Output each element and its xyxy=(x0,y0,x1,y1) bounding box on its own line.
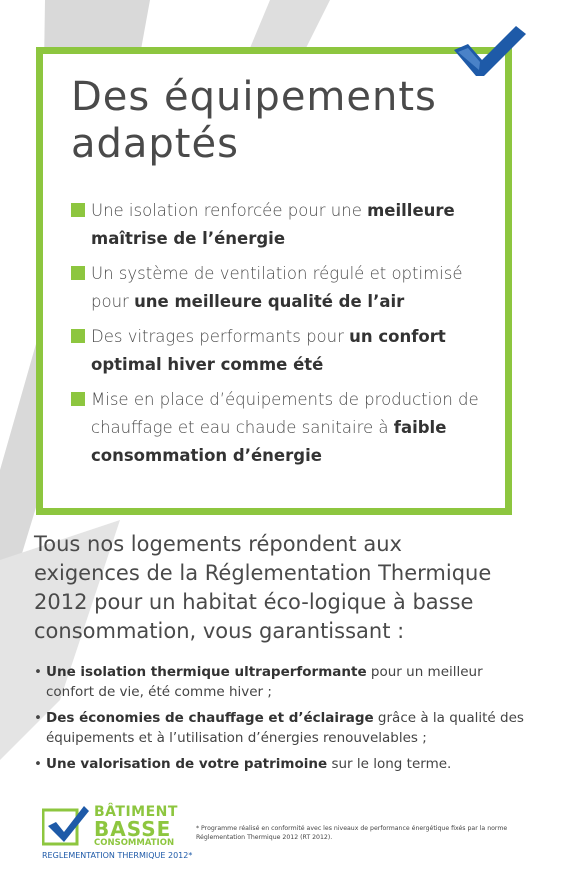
logo-line3: CONSOMMATION xyxy=(94,838,175,848)
benefits-list xyxy=(34,662,524,780)
box-title-line1: Des équipements xyxy=(71,74,437,120)
logo-line1: BÂTIMENT xyxy=(94,804,178,820)
green-square-icon xyxy=(71,392,85,406)
equipment-box xyxy=(36,47,512,515)
logo-line4: REGLEMENTATION THERMIQUE 2012* xyxy=(42,851,193,860)
feature-item xyxy=(71,197,491,253)
feature-text: Une isolation renforcée pour une meilleure maîtrise de l’énergie xyxy=(91,201,455,248)
benefit-item: • Des économies de chauffage et d’éclairage grâce à la qualité des équipements et à l’utilisation d’énergies renouvelables ; xyxy=(34,710,524,746)
feature-text: Des vitrages performants pour un confort optimal hiver comme été xyxy=(91,327,446,374)
bbc-logo xyxy=(42,804,192,862)
feature-item xyxy=(71,260,491,316)
feature-text: Un système de ventilation régulé et optimisé pour une meilleure qualité de l’air xyxy=(91,264,463,311)
green-square-icon xyxy=(71,266,85,280)
footnote: * Programme réalisé en conformité avec les niveaux de performance énergétique fixés par la norme Réglementation Thermique 2012 (RT 2012). xyxy=(196,825,508,841)
feature-text: Mise en place d’équipements de production de chauffage et eau chaude sanitaire à faible consommation d’énergie xyxy=(91,390,479,465)
green-square-icon xyxy=(71,203,85,217)
feature-list xyxy=(71,197,491,477)
intro-paragraph: Tous nos logements répondent aux exigences de la Réglementation Thermique 2012 pour un habitat éco-logique à basse consommation, vous garantissant : xyxy=(34,532,492,643)
green-square-icon xyxy=(71,329,85,343)
benefit-item: • Une isolation thermique ultraperformante pour un meilleur confort de vie, été comme hiver ; xyxy=(34,664,483,700)
logo-checkmark-icon xyxy=(42,804,90,846)
feature-item xyxy=(71,323,491,379)
logo-line2: BASSE xyxy=(94,817,172,841)
checkmark-icon xyxy=(450,20,528,82)
benefit-item: • Une valorisation de votre patrimoine sur le long terme. xyxy=(34,756,452,772)
feature-item xyxy=(71,386,491,470)
box-title xyxy=(71,74,437,168)
box-title-line2: adaptés xyxy=(71,121,239,167)
